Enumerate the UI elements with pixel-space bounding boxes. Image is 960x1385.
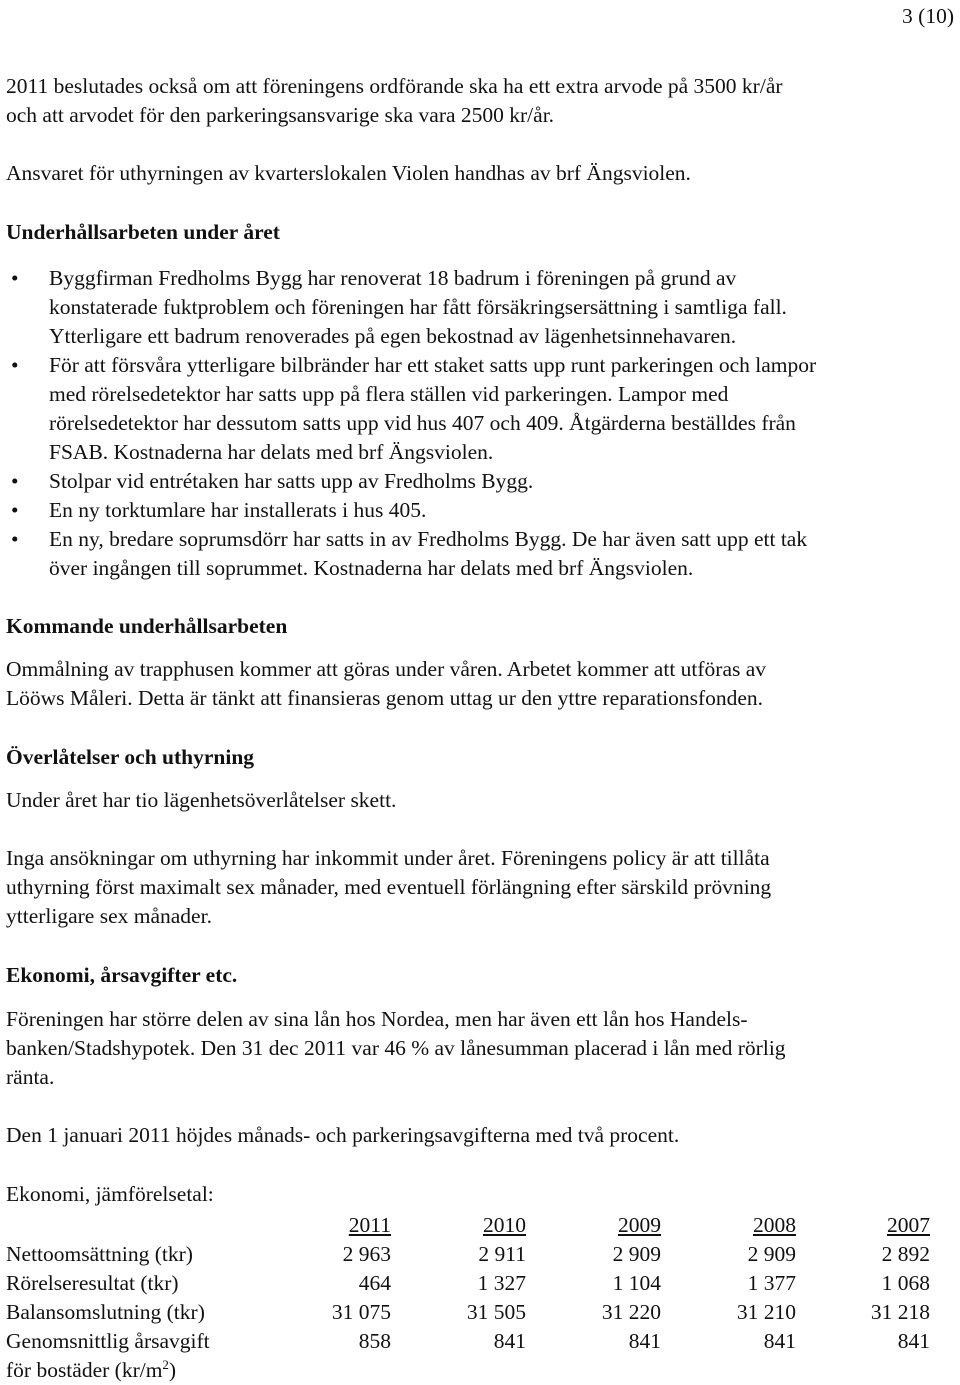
table-cell: 31 505 bbox=[466, 1300, 526, 1324]
bullet-line: För att försvåra ytterligare bilbränder har ett staket satts upp runt parkeringen och lampor bbox=[49, 353, 817, 377]
table-cell: 1 068 bbox=[881, 1271, 930, 1295]
table-cell: 1 327 bbox=[477, 1271, 526, 1295]
year-header: 2007 bbox=[887, 1213, 930, 1237]
table-cell: 841 bbox=[763, 1329, 796, 1353]
table-cell: 31 220 bbox=[601, 1300, 661, 1324]
bullet-icon: • bbox=[11, 498, 19, 522]
bullet-item bbox=[6, 467, 956, 496]
row-label: Balansomslutning (tkr) bbox=[6, 1300, 205, 1324]
row-label: Genomsnittlig årsavgift bbox=[6, 1329, 210, 1353]
table-cell: 2 911 bbox=[478, 1242, 526, 1266]
table-header-spacer bbox=[6, 1211, 256, 1240]
table-cell: 1 377 bbox=[747, 1271, 796, 1295]
table-cell: 464 bbox=[358, 1271, 391, 1295]
row-label: Nettoomsättning (tkr) bbox=[6, 1242, 193, 1266]
bullet-line: En ny, bredare soprumsdörr har satts in av Fredholms Bygg. De har även satt upp ett tak bbox=[49, 527, 808, 551]
transfers-line: ytterligare sex månader. bbox=[6, 904, 212, 928]
economy-line: Föreningen har större delen av sina lån hos Nordea, men har även ett lån hos Handels- bbox=[6, 1007, 748, 1031]
table-header-row bbox=[6, 1211, 930, 1240]
unit-close: ) bbox=[168, 1358, 177, 1382]
table-row bbox=[6, 1269, 930, 1298]
bullet-icon: • bbox=[11, 353, 19, 377]
table-row-continuation bbox=[6, 1356, 930, 1385]
unit-superscript: 2 bbox=[162, 1357, 169, 1372]
transfers-heading: Överlåtelser och uthyrning bbox=[6, 745, 255, 769]
page-number: 3 (10) bbox=[902, 4, 954, 28]
bullet-line: med rörelsedetektor har satts upp på flera ställen vid parkeringen. Lampor med bbox=[49, 382, 729, 406]
bullet-line: En ny torktumlare har installerats i hus 405. bbox=[49, 498, 427, 522]
intro-line: 2011 beslutades också om att föreningens ordförande ska ha ett extra arvode på 3500 kr/år bbox=[6, 74, 783, 98]
row-label: Rörelseresultat (tkr) bbox=[6, 1271, 179, 1295]
bullet-icon: • bbox=[11, 469, 19, 493]
table-cell: 858 bbox=[358, 1329, 391, 1353]
table-cell: 31 210 bbox=[736, 1300, 796, 1324]
year-header: 2009 bbox=[618, 1213, 661, 1237]
comparison-title: Ekonomi, jämförelsetal: bbox=[6, 1182, 214, 1206]
row-label-continuation bbox=[6, 1356, 256, 1385]
economy-line: Den 1 januari 2011 höjdes månads- och parkeringsavgifterna med två procent. bbox=[6, 1123, 680, 1147]
table-cell: 2 892 bbox=[881, 1242, 930, 1266]
table-cell: 31 075 bbox=[331, 1300, 391, 1324]
bullet-line: Stolpar vid entrétaken har satts upp av Fredholms Bygg. bbox=[49, 469, 534, 493]
table-cell: 2 909 bbox=[612, 1242, 661, 1266]
table-cell: 841 bbox=[897, 1329, 930, 1353]
comparison-table bbox=[6, 1211, 930, 1385]
bullet-line: Byggfirman Fredholms Bygg har renoverat 18 badrum i föreningen på grund av bbox=[49, 266, 737, 290]
table-cell: 2 963 bbox=[342, 1242, 391, 1266]
bullet-item bbox=[6, 264, 956, 351]
upcoming-line: Ommålning av trapphusen kommer att göras under våren. Arbetet kommer att utföras av bbox=[6, 657, 767, 681]
bullet-line: över ingången till soprummet. Kostnaderna har delats med brf Ängsviolen. bbox=[49, 556, 694, 580]
bullet-item bbox=[6, 496, 956, 525]
bullet-item bbox=[6, 525, 956, 583]
transfers-line: uthyrning först maximalt sex månader, med eventuell förlängning efter särskild prövning bbox=[6, 875, 772, 899]
bullet-item bbox=[6, 351, 956, 467]
upcoming-line: Lööws Måleri. Detta är tänkt att finansieras genom uttag ur den yttre reparationsfonden. bbox=[6, 686, 764, 710]
maintenance-heading: Underhållsarbeten under året bbox=[6, 220, 280, 244]
table-cell: 2 909 bbox=[747, 1242, 796, 1266]
economy-line: banken/Stadshypotek. Den 31 dec 2011 var 46 % av lånesumman placerad i lån med rörlig bbox=[6, 1036, 786, 1060]
economy-line: ränta. bbox=[6, 1065, 55, 1089]
year-header: 2008 bbox=[753, 1213, 796, 1237]
bullet-line: FSAB. Kostnaderna har delats med brf Ängsviolen. bbox=[49, 440, 494, 464]
intro-line: och att arvodet för den parkeringsansvarige ska vara 2500 kr/år. bbox=[6, 103, 555, 127]
transfers-line: Under året har tio lägenhetsöverlåtelser skett. bbox=[6, 788, 397, 812]
upcoming-heading: Kommande underhållsarbeten bbox=[6, 614, 288, 638]
table-row bbox=[6, 1327, 930, 1356]
table-row bbox=[6, 1298, 930, 1327]
bullet-line: konstaterade fuktproblem och föreningen har fått försäkringsersättning i samtliga fall. bbox=[49, 295, 787, 319]
year-header: 2010 bbox=[483, 1213, 526, 1237]
economy-heading: Ekonomi, årsavgifter etc. bbox=[6, 963, 238, 987]
bullet-line: Ytterligare ett badrum renoverades på egen bekostnad av lägenhetsinnehavaren. bbox=[49, 324, 737, 348]
table-cell: 841 bbox=[628, 1329, 661, 1353]
table-row bbox=[6, 1240, 930, 1269]
unit-text: för bostäder (kr/m bbox=[6, 1358, 163, 1382]
bullet-icon: • bbox=[11, 266, 19, 290]
bullet-line: rörelsedetektor har dessutom satts upp vid hus 407 och 409. Åtgärderna beställdes från bbox=[49, 411, 796, 435]
maintenance-bullet-list bbox=[6, 264, 956, 583]
table-cell: 31 218 bbox=[870, 1300, 930, 1324]
table-cell: 1 104 bbox=[612, 1271, 661, 1295]
transfers-line: Inga ansökningar om uthyrning har inkommit under året. Föreningens policy är att tillåta bbox=[6, 846, 770, 870]
bullet-icon: • bbox=[11, 527, 19, 551]
year-header: 2011 bbox=[348, 1213, 391, 1237]
intro-line: Ansvaret för uthyrningen av kvarterslokalen Violen handhas av brf Ängsviolen. bbox=[6, 161, 691, 185]
table-cell: 841 bbox=[493, 1329, 526, 1353]
